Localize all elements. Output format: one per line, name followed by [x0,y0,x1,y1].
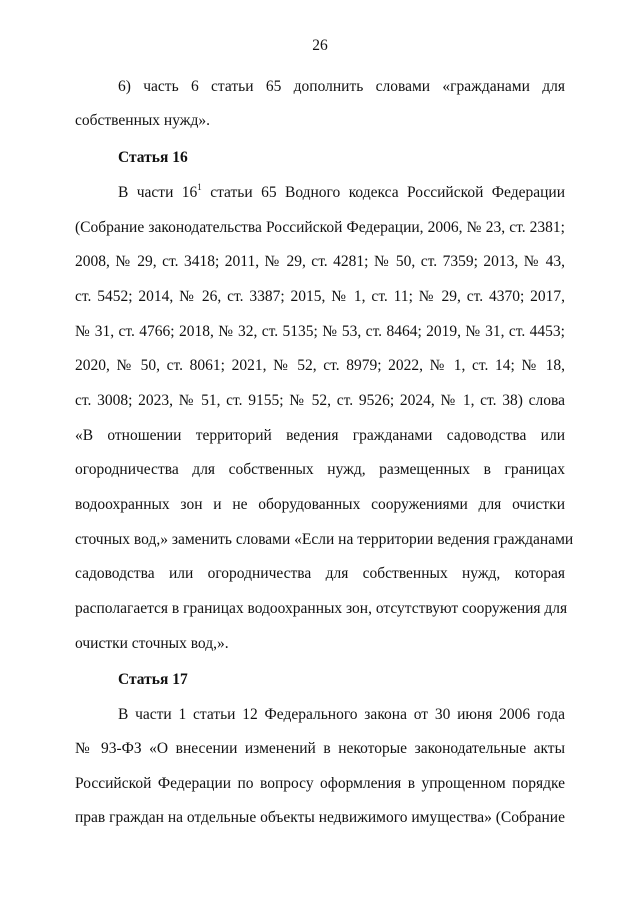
article-16-line-1-b: статьи 65 Водного кодекса Российской Федерации [201,184,566,201]
item6-line-1: 6) часть 6 статьи 65 дополнить словами «гражданами для [118,78,565,95]
article-16-line-4: ст. 5452; 2014, № 26, ст. 3387; 2015, № 1, ст. 11; № 29, ст. 4370; 2017, [75,288,565,305]
article-17-line-4: прав граждан на отдельные объекты недвижимого имущества» (Собрание [75,809,565,826]
article-16-line-13: располагается в границах водоохранных зон, отсутствуют сооружения для [75,600,568,617]
article-16-line-10: водоохранных зон и не оборудованных сооружениями для очистки [75,496,565,513]
article-17-line-1: В части 1 статьи 12 Федерального закона от 30 июня 2006 года [118,706,565,723]
article-17-line-3: Российской Федерации по вопросу оформления в упрощенном порядке [75,775,565,792]
article-16-heading: Статья 16 [118,149,188,166]
article-16-line-12: садоводства или огородничества для собственных нужд, которая [75,565,565,582]
article-16-line-7: ст. 3008; 2023, № 51, ст. 9155; № 52, ст. 9526; 2024, № 1, ст. 38) слова [75,392,565,409]
article-16-line-8: «В отношении территорий ведения гражданами садоводства или [75,427,565,444]
article-16-line-5: № 31, ст. 4766; 2018, № 32, ст. 5135; № 53, ст. 8464; 2019, № 31, ст. 4453; [75,323,565,340]
article-16-line-9: огородничества для собственных нужд, размещенных в границах [75,461,565,478]
item6-line-2: собственных нужд». [75,112,210,129]
article-16-line-1 [118,183,565,203]
article-16-line-1-a: В части 16 [118,184,198,201]
article-16-line-3: 2008, № 29, ст. 3418; 2011, № 29, ст. 4281; № 50, ст. 7359; 2013, № 43, [75,253,565,270]
article-16-line-11: сточных вод,» заменить словами «Если на территории ведения гражданами [75,531,574,548]
article-16-line-14: очистки сточных вод,». [75,635,229,652]
article-17-heading: Статья 17 [118,671,188,688]
page-number: 26 [312,37,328,54]
article-16-line-2: (Собрание законодательства Российской Федерации, 2006, № 23, ст. 2381; [75,219,565,236]
superscript-1: 1 [197,182,202,192]
article-17-line-2: № 93-ФЗ «О внесении изменений в некоторые законодательные акты [75,740,565,757]
article-16-line-6: 2020, № 50, ст. 8061; 2021, № 52, ст. 8979; 2022, № 1, ст. 14; № 18, [75,357,565,374]
